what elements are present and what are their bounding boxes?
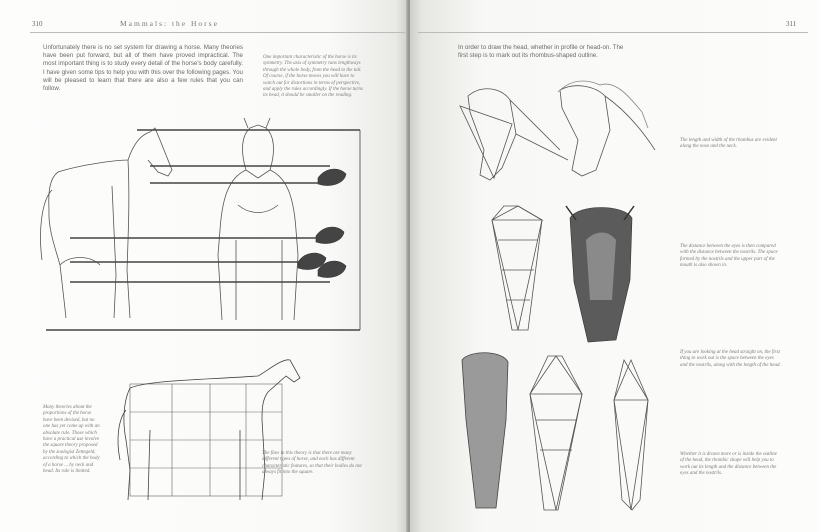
profile-head-sketches [460, 81, 655, 180]
right-page [410, 0, 820, 532]
left-page-number: 310 [32, 20, 43, 28]
symmetry-illustration [0, 0, 408, 532]
grid-horse-drawing [118, 360, 300, 500]
front-head-shaded [566, 206, 634, 342]
left-page [0, 0, 408, 532]
proportion-lines [46, 130, 360, 330]
left-intro-text: Unfortunately there is no set system for drawing a horse. Many theories have been put forward, but all of them have proved impractical. The most important thing is to study every detail of the horse's body carefully. I have given some tips to help you with this over the following pages. You will be pleased to learn that there are also a few rules that you can follow. [43, 44, 243, 93]
horse-front-side-drawing [40, 118, 298, 320]
right-intro-text: In order to draw the head, whether in profile or head-on. The first step is to mark out its rhombus-shaped outline. [458, 44, 624, 60]
right-page-number: 311 [786, 20, 797, 28]
caption-distance: The distance between the eyes is then compared with the distance between the nostrils. The space formed by the nostrils and the upper part of the mouth is also shown in. [680, 244, 778, 269]
caption-straight: If you are looking at the head straight on, the first thing to work out is the space between the eyes and the nostrils, along with the length of the head. [680, 350, 781, 368]
caption-theories: Many theories about the proportions of the horse have been devised, but no one has yet come up with an absolute rule. Those which have a practical use involve the square theory proposed by the zoologist Zettegeld, according to which the body of a horse ... by neck and head. Its rule is limited. [43, 405, 100, 475]
front-head-rhombus [492, 206, 542, 330]
head-illustrations [410, 0, 820, 532]
bottom-front-heads [462, 353, 648, 510]
caption-whether: Whether it is drawn more or is inside the outline of the head, the rhombic shape will help you to work out its length and the distance between the eyes and the nostrils. [680, 452, 777, 477]
running-head: Mammals: the Horse [120, 19, 219, 28]
caption-length: The length and width of the rhombus are evident along the nose and the neck. [680, 138, 777, 150]
caption-flaw: The flaw in this theory is that there are many different types of horse, and each has different characteristic features, so that their bodies do not always fit into the square. [262, 451, 362, 476]
caption-symmetry: One important characteristic of the horse is its symmetry. The axis of symmetry runs lengthways through the whole body, from the head to the tail. Of course, if the horse moves you will have to watch out for distortions in terms of perspective, and apply the rules accordingly. If the horse turns its head, it should be smaller on the reading. [263, 55, 363, 99]
